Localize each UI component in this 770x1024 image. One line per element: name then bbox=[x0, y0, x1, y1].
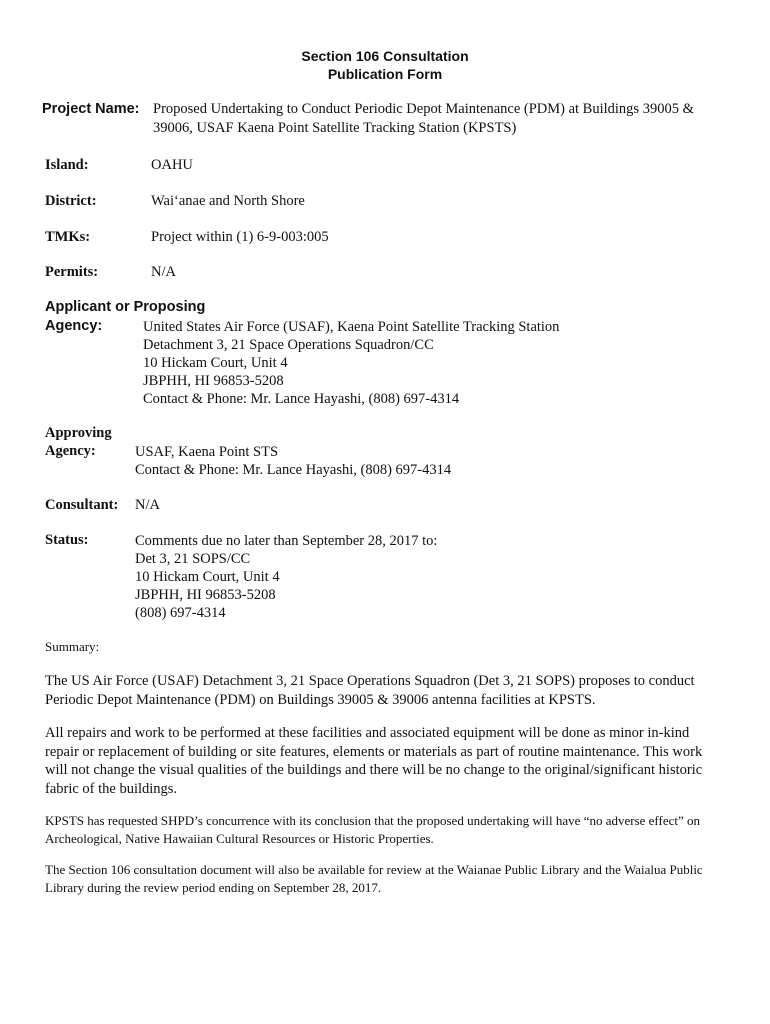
island-value: OAHU bbox=[151, 157, 193, 173]
approving-label-line1: Approving bbox=[45, 425, 112, 441]
approving-label-line2: Agency: bbox=[45, 443, 96, 459]
consultant-label: Consultant: bbox=[45, 497, 119, 513]
status-details bbox=[135, 532, 437, 622]
project-name-line1: Proposed Undertaking to Conduct Periodic Depot Maintenance (PDM) at Buildings 39005 & bbox=[153, 101, 694, 117]
applicant-line: 10 Hickam Court, Unit 4 bbox=[143, 355, 288, 371]
form-title-line2: Publication Form bbox=[327, 66, 443, 82]
permits-label: Permits: bbox=[45, 264, 99, 280]
applicant-line: United States Air Force (USAF), Kaena Point Satellite Tracking Station bbox=[143, 319, 560, 335]
tmks-label: TMKs: bbox=[45, 229, 91, 245]
status-line: Comments due no later than September 28, 2017 to: bbox=[135, 533, 438, 549]
approving-details bbox=[135, 443, 451, 479]
status-label: Status: bbox=[45, 532, 89, 548]
district-label: District: bbox=[45, 193, 97, 209]
applicant-line: Contact & Phone: Mr. Lance Hayashi, (808) 697-4314 bbox=[143, 391, 460, 407]
applicant-line: Detachment 3, 21 Space Operations Squadron/CC bbox=[143, 337, 434, 353]
project-name-label: Project Name: bbox=[42, 101, 140, 117]
approving-line: USAF, Kaena Point STS bbox=[135, 444, 279, 460]
tmks-value: Project within (1) 6-9-003:005 bbox=[151, 229, 329, 245]
applicant-label-line2: Agency: bbox=[45, 318, 103, 334]
consultant-value: N/A bbox=[135, 497, 160, 513]
summary-paragraph-4: The Section 106 consultation document will also be available for review at the Waianae Public Library and the Waialua Public Library during the review period ending on September 28, 2017. bbox=[45, 862, 703, 895]
applicant-label-line1: Applicant or Proposing bbox=[45, 299, 206, 315]
project-name-line2: 39006, USAF Kaena Point Satellite Tracking Station (KPSTS) bbox=[153, 120, 517, 136]
applicant-address bbox=[143, 318, 559, 408]
summary-paragraph-1: The US Air Force (USAF) Detachment 3, 21 Space Operations Squadron (Det 3, 21 SOPS) proposes to conduct Periodic Depot Maintenance (PDM) on Buildings 39005 & 39006 antenna facilities at KPSTS. bbox=[45, 673, 695, 708]
applicant-line: JBPHH, HI 96853-5208 bbox=[143, 373, 284, 389]
summary-label: Summary: bbox=[45, 639, 100, 654]
permits-value: N/A bbox=[151, 264, 176, 280]
status-line: (808) 697-4314 bbox=[135, 605, 226, 621]
island-label: Island: bbox=[45, 157, 89, 173]
status-line: Det 3, 21 SOPS/CC bbox=[135, 551, 251, 567]
summary-paragraph-2: All repairs and work to be performed at these facilities and associated equipment will be done as minor in-kind repair or replacement of building or site features, elements or materials as part of routine maintenance. This work will not change the visual qualities of the buildings and there will be no change to the original/significant historic fabric of the buildings. bbox=[45, 725, 703, 797]
district-value: Wai‘anae and North Shore bbox=[151, 193, 305, 209]
status-line: 10 Hickam Court, Unit 4 bbox=[135, 569, 280, 585]
status-line: JBPHH, HI 96853-5208 bbox=[135, 587, 276, 603]
form-title-line1: Section 106 Consultation bbox=[301, 48, 469, 64]
approving-line: Contact & Phone: Mr. Lance Hayashi, (808) 697-4314 bbox=[135, 462, 452, 478]
summary-paragraph-3: KPSTS has requested SHPD’s concurrence with its conclusion that the proposed undertaking will have “no adverse effect” on Archeological, Native Hawaiian Cultural Resources or Historic Properties. bbox=[45, 813, 701, 846]
